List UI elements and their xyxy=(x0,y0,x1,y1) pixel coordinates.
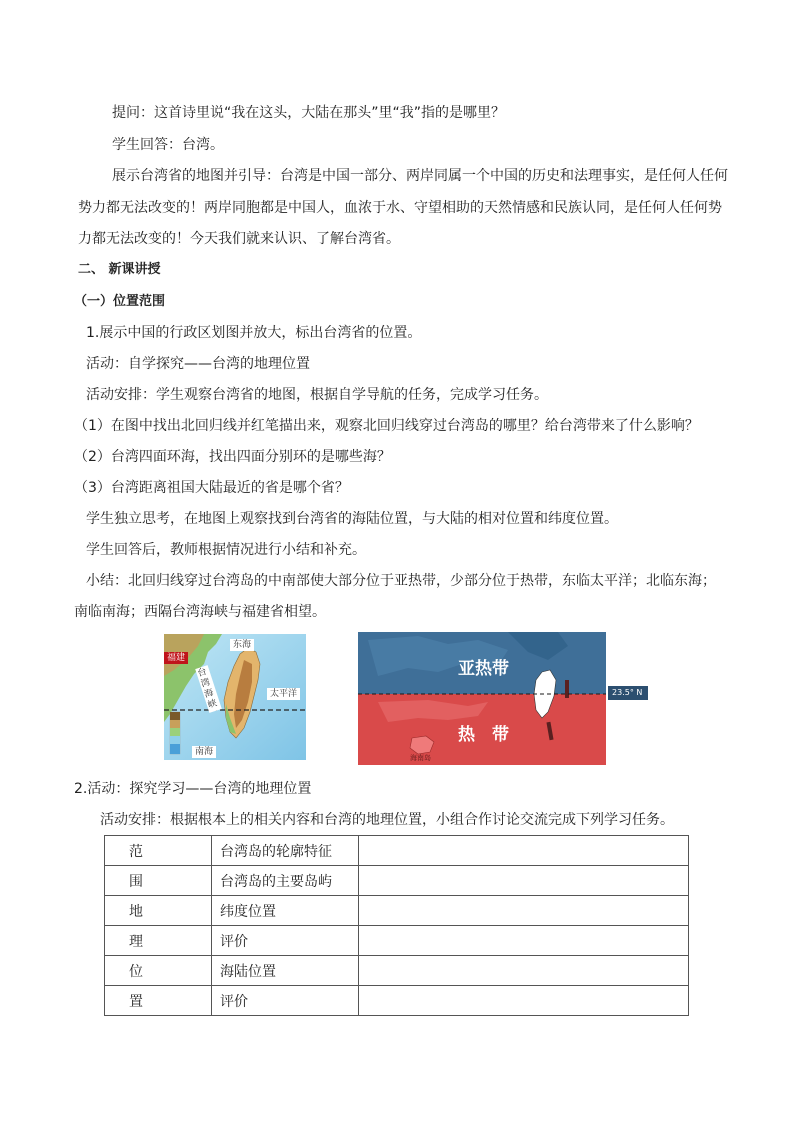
table-answer-cell[interactable] xyxy=(359,986,689,1016)
question-line: 提问：这首诗里说“我在这头，大陆在那头”里“我”指的是哪里？ xyxy=(112,105,506,121)
table-cell: 范 xyxy=(105,836,212,866)
table-cell: 评价 xyxy=(212,986,359,1016)
taiwan-physical-map xyxy=(164,634,306,760)
question-2-line: （2）台湾四面环海，找出四面分别环的是哪些海？ xyxy=(74,449,391,465)
location-task-table xyxy=(104,835,689,1016)
east-china-sea-label: 东海 xyxy=(230,639,254,651)
table-cell: 地 xyxy=(105,896,212,926)
hainan-island-label: 海南岛 xyxy=(410,754,431,762)
table-cell: 台湾岛的轮廓特征 xyxy=(212,836,359,866)
tropical-zone-label-char-2: 带 xyxy=(492,725,509,745)
table-answer-cell[interactable] xyxy=(359,956,689,986)
table-row xyxy=(105,836,689,866)
table-cell: 位 xyxy=(105,956,212,986)
intro-paragraph-line-2: 势力都无法改变的！两岸同胞都是中国人，血浓于水、守望相助的天然情感和民族认同，是任何人任何势 xyxy=(78,200,722,216)
student-answer-line: 学生回答：台湾。 xyxy=(112,137,224,153)
step-1-line: 1.展示中国的行政区划图并放大，标出台湾省的位置。 xyxy=(86,325,422,341)
summary-line-1: 小结：北回归线穿过台湾岛的中南部使大部分位于亚热带，少部分位于热带，东临太平洋；北临东海； xyxy=(86,573,716,589)
table-row xyxy=(105,986,689,1016)
climate-zone-map xyxy=(358,632,650,765)
table-answer-cell[interactable] xyxy=(359,896,689,926)
taiwan-strait-label: 台湾海峡 xyxy=(195,665,222,713)
subsection-heading-location: （一）位置范围 xyxy=(74,294,166,309)
summary-line-2: 南临南海；西隔台湾海峡与福建省相望。 xyxy=(74,604,326,620)
activity-line: 活动：自学探究——台湾的地理位置 xyxy=(86,356,310,372)
teacher-summary-intro-line: 学生回答后，教师根据情况进行小结和补充。 xyxy=(86,542,366,558)
table-cell: 围 xyxy=(105,866,212,896)
tropical-zone-label-char-1: 热 xyxy=(458,725,475,745)
table-row xyxy=(105,926,689,956)
fujian-label: 福建 xyxy=(164,652,188,664)
subtropical-zone-label: 亚热带 xyxy=(458,659,509,679)
table-answer-cell[interactable] xyxy=(359,836,689,866)
table-row xyxy=(105,956,689,986)
student-think-line: 学生独立思考，在地图上观察找到台湾省的海陆位置，与大陆的相对位置和纬度位置。 xyxy=(86,511,618,527)
table-cell: 理 xyxy=(105,926,212,956)
intro-paragraph-line-3: 力都无法改变的！今天我们就来认识、了解台湾省。 xyxy=(78,231,400,247)
activity-arrangement-line: 活动安排：学生观察台湾省的地图，根据自学导航的任务，完成学习任务。 xyxy=(86,387,548,403)
intro-paragraph-line-1: 展示台湾省的地图并引导：台湾是中国一部分、两岸同属一个中国的历史和法理事实，是任何人任何 xyxy=(112,168,728,184)
section-heading-new-lesson: 二、 新课讲授 xyxy=(78,262,161,277)
table-answer-cell[interactable] xyxy=(359,866,689,896)
question-1-line: （1）在图中找出北回归线并红笔描出来，观察北回归线穿过台湾岛的哪里？给台湾带来了什么影响？ xyxy=(74,418,699,434)
step-2-line: 2.活动：探究学习——台湾的地理位置 xyxy=(74,781,312,797)
table-cell: 海陆位置 xyxy=(212,956,359,986)
pacific-ocean-label: 太平洋 xyxy=(267,688,300,700)
activity-arrangement-2-line: 活动安排：根据根本上的相关内容和台湾的地理位置，小组合作讨论交流完成下列学习任务。 xyxy=(100,812,674,828)
table-row xyxy=(105,896,689,926)
table-cell: 评价 xyxy=(212,926,359,956)
south-china-sea-label: 南海 xyxy=(192,746,216,758)
table-row xyxy=(105,866,689,896)
question-3-line: （3）台湾距离祖国大陆最近的省是哪个省？ xyxy=(74,480,349,496)
table-answer-cell[interactable] xyxy=(359,926,689,956)
latitude-label: 23.5° N xyxy=(612,688,643,697)
table-cell: 置 xyxy=(105,986,212,1016)
table-cell: 纬度位置 xyxy=(212,896,359,926)
table-cell: 台湾岛的主要岛屿 xyxy=(212,866,359,896)
